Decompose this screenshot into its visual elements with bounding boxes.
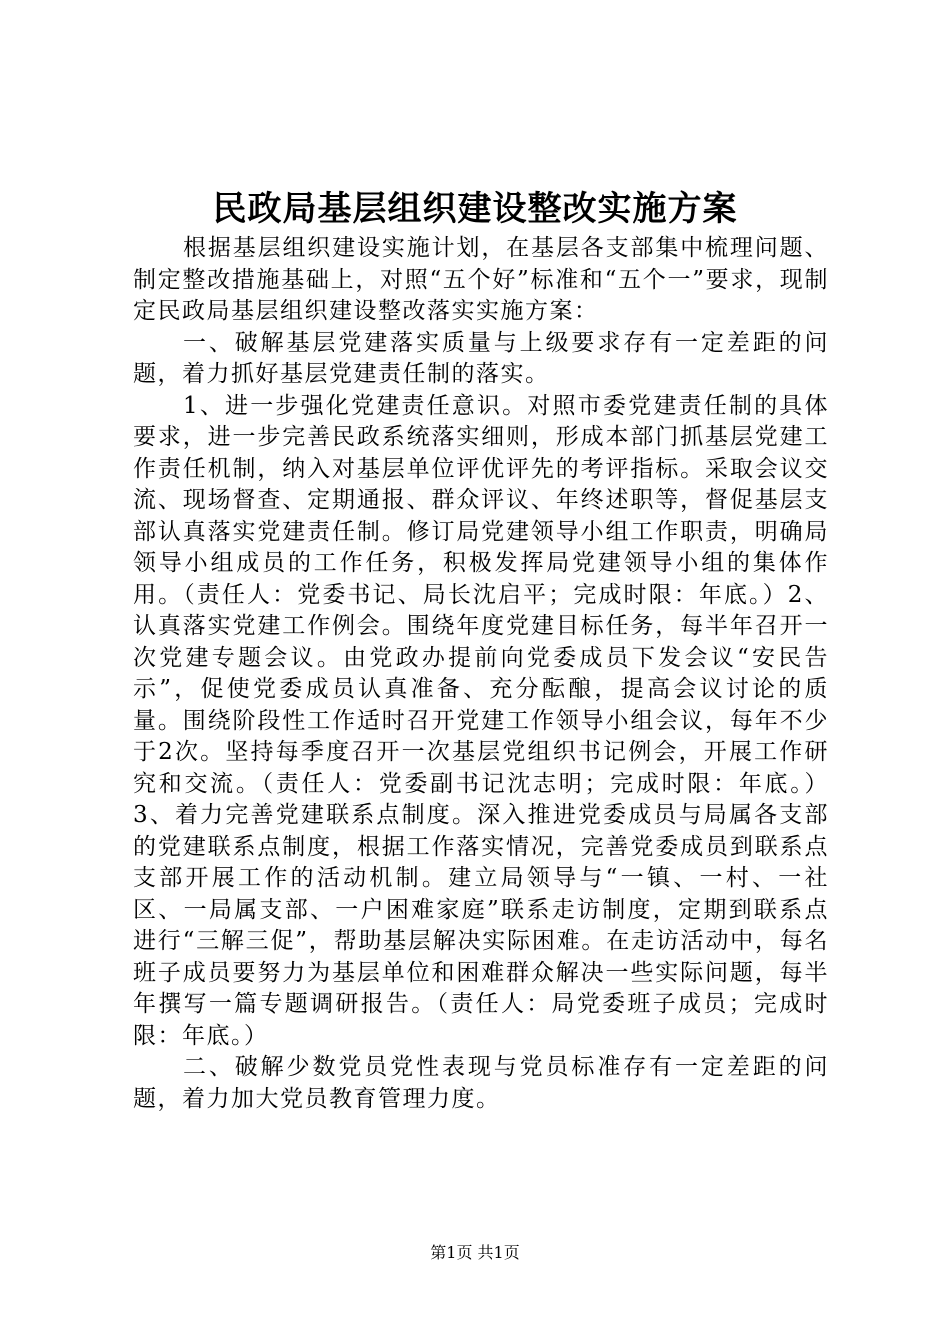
page-footer: 第1页 共1页 bbox=[430, 1243, 520, 1262]
paragraph-intro: 根据基层组织建设实施计划，在基层各支部集中梳理问题、制定整改措施基础上，对照“五个好”标准和“五个一”要求，现制定民政局基层组织建设整改落实实施方案： bbox=[133, 235, 829, 324]
document-title: 民政局基层组织建设整改实施方案 bbox=[212, 189, 738, 229]
document-body bbox=[133, 233, 829, 1115]
paragraph-section-one-heading: 一、破解基层党建落实质量与上级要求存有一定差距的问题，着力抓好基层党建责任制的落实。 bbox=[133, 329, 829, 387]
paragraph-section-two-heading: 二、破解少数党员党性表现与党员标准存有一定差距的问题，着力加大党员教育管理力度。 bbox=[133, 1054, 829, 1112]
paragraph-section-one-items: 1、进一步强化党建责任意识。对照市委党建责任制的具体要求，进一步完善民政系统落实细则，形成本部门抓基层党建工作责任机制，纳入对基层单位评优评先的考评指标。采取会议交流、现场督查、定期通报、群众评议、年终述职等，督促基层支部认真落实党建责任制。修订局党建领导小组工作职责，明确局领导小组成员的工作任务，积极发挥局党建领导小组的集体作用。（责任人：党委书记、局长沈启平；完成时限：年底。）2、认真落实党建工作例会。围绕年度党建目标任务，每半年召开一次党建专题会议。由党政办提前向党委成员下发会议“安民告示”，促使党委成员认真准备、充分酝酿，提高会议讨论的质量。围绕阶段性工作适时召开党建工作领导小组会议，每年不少于2次。坚持每季度召开一次基层党组织书记例会，开展工作研究和交流。（责任人：党委副书记沈志明；完成时限：年底。）3、着力完善党建联系点制度。深入推进党委成员与局属各支部的党建联系点制度，根据工作落实情况，完善党委成员到联系点支部开展工作的活动机制。建立局领导与“一镇、一村、一社区、一局属支部、一户困难家庭”联系走访制度，定期到联系点进行“三解三促”，帮助基层解决实际困难。在走访活动中，每名班子成员要努力为基层单位和困难群众解决一些实际问题，每半年撰写一篇专题调研报告。（责任人：局党委班子成员；完成时限：年底。） bbox=[133, 392, 829, 1049]
